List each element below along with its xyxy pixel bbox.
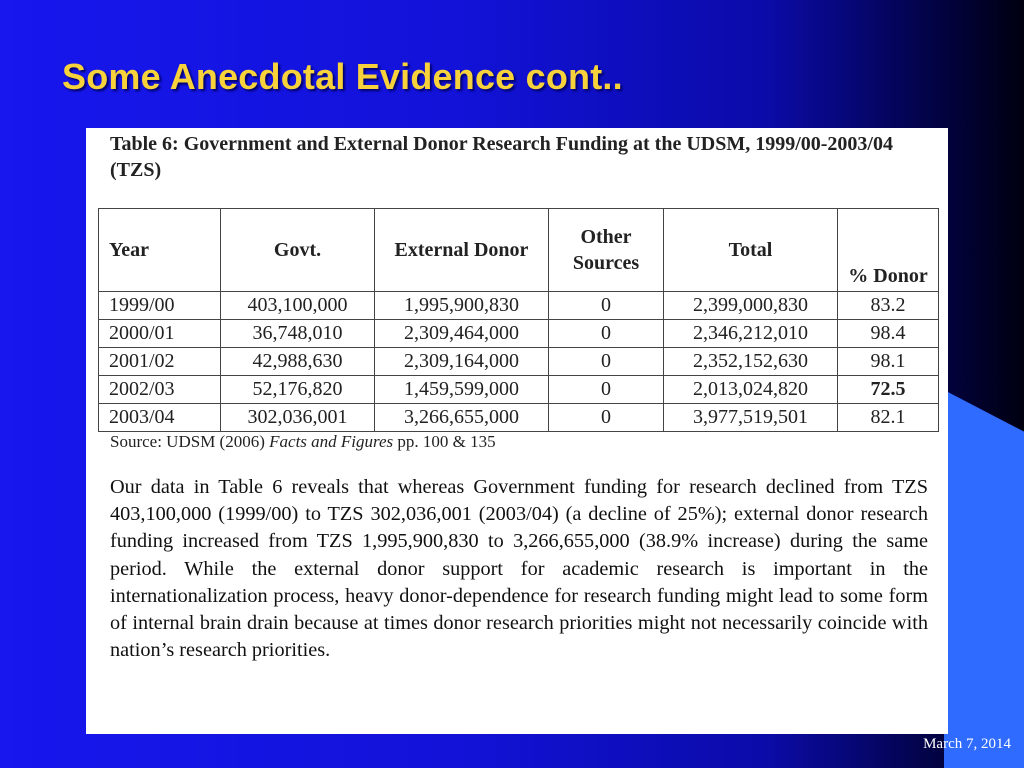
cell-govt: 403,100,000 [221, 292, 375, 320]
cell-year: 2000/01 [99, 320, 221, 348]
cell-total: 3,977,519,501 [664, 404, 838, 432]
source-suffix: pp. 100 & 135 [393, 432, 496, 451]
table-row [99, 376, 939, 404]
table-row [99, 292, 939, 320]
cell-external-donor: 3,266,655,000 [375, 404, 549, 432]
cell-year: 2002/03 [99, 376, 221, 404]
cell-total: 2,013,024,820 [664, 376, 838, 404]
table-header-row [99, 209, 939, 292]
cell-other-sources: 0 [549, 292, 664, 320]
cell-govt: 52,176,820 [221, 376, 375, 404]
cell-govt: 302,036,001 [221, 404, 375, 432]
table-row [99, 348, 939, 376]
cell-other-sources: 0 [549, 348, 664, 376]
cell-external-donor: 2,309,164,000 [375, 348, 549, 376]
cell-year: 1999/00 [99, 292, 221, 320]
cell-percent-donor: 98.1 [838, 348, 939, 376]
cell-govt: 36,748,010 [221, 320, 375, 348]
header-other-sources: Other Sources [549, 209, 664, 292]
cell-external-donor: 2,309,464,000 [375, 320, 549, 348]
cell-govt: 42,988,630 [221, 348, 375, 376]
cell-other-sources: 0 [549, 404, 664, 432]
decorative-corner-shape [944, 390, 1024, 768]
cell-year: 2001/02 [99, 348, 221, 376]
cell-total: 2,346,212,010 [664, 320, 838, 348]
header-external-donor: External Donor [375, 209, 549, 292]
table-row [99, 404, 939, 432]
footer-date: March 7, 2014 [923, 736, 1011, 752]
cell-percent-donor: 72.5 [838, 376, 939, 404]
cell-total: 2,399,000,830 [664, 292, 838, 320]
body-paragraph: Our data in Table 6 reveals that whereas Government funding for research declined from TZS 403,100,000 (1999/00) to TZS 302,036,001 (2003/04) (a decline of 25%); external donor research funding increased from TZS 1,995,900,830 to 3,266,655,000 (38.9% increase) during the same period. While the external donor support for academic research is important in the internationalization process, heavy donor-dependence for research funding might lead to some form of internal brain drain because at times donor research priorities might not necessarily coincide with nation’s research priorities. [110, 476, 928, 662]
cell-external-donor: 1,459,599,000 [375, 376, 549, 404]
cell-total: 2,352,152,630 [664, 348, 838, 376]
cell-other-sources: 0 [549, 320, 664, 348]
cell-percent-donor: 82.1 [838, 404, 939, 432]
table-caption: Table 6: Government and External Donor Research Funding at the UDSM, 1999/00-2003/04 (TZS) [110, 133, 893, 181]
header-total: Total [664, 209, 838, 292]
document-image [86, 128, 948, 734]
header-govt: Govt. [221, 209, 375, 292]
header-year: Year [99, 209, 221, 292]
source-citation [110, 432, 496, 452]
cell-percent-donor: 98.4 [838, 320, 939, 348]
table-row [99, 320, 939, 348]
cell-external-donor: 1,995,900,830 [375, 292, 549, 320]
funding-table [98, 208, 939, 432]
source-title: Facts and Figures [269, 432, 394, 451]
header-percent-donor: % Donor [838, 209, 939, 292]
slide-title: Some Anecdotal Evidence cont.. [62, 56, 623, 97]
cell-percent-donor: 83.2 [838, 292, 939, 320]
source-prefix: Source: UDSM (2006) [110, 432, 270, 451]
cell-year: 2003/04 [99, 404, 221, 432]
cell-other-sources: 0 [549, 376, 664, 404]
